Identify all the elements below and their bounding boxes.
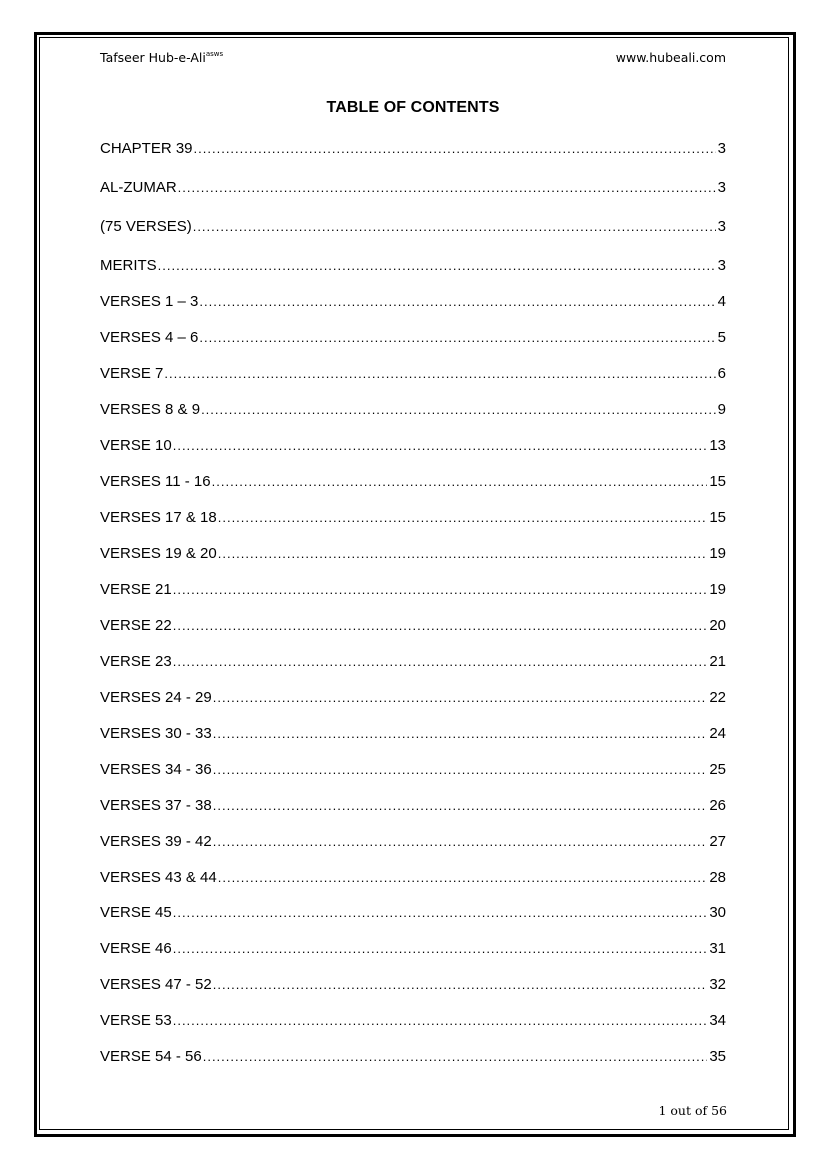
toc-entry[interactable]	[100, 903, 726, 923]
toc-entry[interactable]	[100, 1047, 726, 1067]
toc-entry-page-number: 3	[717, 257, 726, 274]
toc-entry[interactable]	[100, 436, 726, 456]
toc-dot-leader	[213, 760, 708, 780]
page-header	[100, 50, 726, 68]
toc-entry[interactable]	[100, 688, 726, 708]
toc-entry-label: VERSE 10	[100, 437, 172, 454]
toc-entry[interactable]	[100, 724, 726, 744]
toc-entry-label: AL-ZUMAR	[100, 179, 177, 196]
toc-entry[interactable]	[100, 139, 726, 159]
toc-dot-leader	[173, 616, 708, 636]
toc-entry[interactable]	[100, 328, 726, 348]
toc-dot-leader	[173, 1011, 708, 1031]
toc-entry[interactable]	[100, 400, 726, 420]
toc-entry-page-number: 26	[709, 797, 726, 814]
toc-dot-leader	[193, 217, 716, 237]
toc-title: TABLE OF CONTENTS	[326, 99, 500, 116]
toc-dot-leader	[213, 688, 708, 708]
toc-dot-leader	[173, 652, 708, 672]
toc-entry-page-number: 19	[709, 581, 726, 598]
toc-entry-label: VERSE 22	[100, 617, 172, 634]
toc-entry-page-number: 34	[709, 1012, 726, 1029]
toc-dot-leader	[194, 139, 716, 159]
toc-dot-leader	[213, 975, 708, 995]
toc-dot-leader	[173, 580, 708, 600]
toc-entry-label: VERSES 19 & 20	[100, 545, 217, 562]
toc-entry[interactable]	[100, 580, 726, 600]
toc-entry[interactable]	[100, 760, 726, 780]
toc-entry-page-number: 27	[709, 833, 726, 850]
toc-entry-label: (75 VERSES)	[100, 218, 192, 235]
toc-entry-label: VERSE 53	[100, 1012, 172, 1029]
toc-entry-label: VERSES 37 - 38	[100, 797, 212, 814]
toc-entry-page-number: 15	[709, 509, 726, 526]
toc-entry-label: VERSES 24 - 29	[100, 689, 212, 706]
toc-entry-page-number: 13	[709, 437, 726, 454]
toc-entry-page-number: 35	[709, 1048, 726, 1065]
header-book-title-text: Tafseer Hub-e-Ali	[100, 50, 206, 65]
toc-entry-label: VERSES 4 – 6	[100, 329, 199, 346]
toc-dot-leader	[173, 939, 708, 959]
toc-entry[interactable]	[100, 364, 726, 384]
toc-entry-label: VERSES 30 - 33	[100, 725, 212, 742]
toc-entry[interactable]	[100, 544, 726, 564]
toc-entry[interactable]	[100, 652, 726, 672]
toc-entry[interactable]	[100, 832, 726, 852]
toc-entry-page-number: 5	[717, 329, 726, 346]
toc-entry[interactable]	[100, 508, 726, 528]
toc-entry-label: VERSES 34 - 36	[100, 761, 212, 778]
toc-entry[interactable]	[100, 178, 726, 198]
toc-entry[interactable]	[100, 472, 726, 492]
toc-dot-leader	[201, 400, 716, 420]
toc-dot-leader	[218, 544, 708, 564]
toc-dot-leader	[218, 868, 708, 888]
toc-entry-page-number: 28	[709, 869, 726, 886]
toc-entry-page-number: 19	[709, 545, 726, 562]
toc-entry-page-number: 31	[709, 940, 726, 957]
toc-entry-page-number: 15	[709, 473, 726, 490]
toc-dot-leader	[213, 724, 708, 744]
toc-entry-page-number: 21	[709, 653, 726, 670]
toc-entry-label: VERSE 54 - 56	[100, 1048, 202, 1065]
toc-dot-leader	[164, 364, 715, 384]
toc-entry-label: VERSES 11 - 16	[100, 473, 211, 490]
toc-entry-page-number: 3	[717, 140, 726, 157]
toc-entry-label: VERSES 47 - 52	[100, 976, 212, 993]
toc-entry-page-number: 3	[717, 179, 726, 196]
toc-entry[interactable]	[100, 256, 726, 276]
page-number-footer: 1 out of 56	[658, 1103, 727, 1118]
toc-entry-page-number: 20	[709, 617, 726, 634]
toc-entry-page-number: 24	[709, 725, 726, 742]
toc-entry[interactable]	[100, 868, 726, 888]
toc-entry[interactable]	[100, 1011, 726, 1031]
toc-entry-label: VERSES 1 – 3	[100, 293, 199, 310]
toc-dot-leader	[199, 328, 715, 348]
toc-dot-leader	[218, 508, 708, 528]
toc-entry-page-number: 32	[709, 976, 726, 993]
toc-dot-leader	[213, 832, 708, 852]
toc-entry[interactable]	[100, 939, 726, 959]
toc-entry-label: VERSES 17 & 18	[100, 509, 217, 526]
header-book-title	[100, 50, 223, 65]
toc-entry-page-number: 6	[717, 365, 726, 382]
toc-entry-label: CHAPTER 39	[100, 140, 193, 157]
toc-entry-label: VERSE 45	[100, 904, 172, 921]
toc-entry-page-number: 22	[709, 689, 726, 706]
toc-entry-page-number: 4	[717, 293, 726, 310]
toc-dot-leader	[212, 472, 708, 492]
toc-dot-leader	[213, 796, 708, 816]
toc-entry-page-number: 30	[709, 904, 726, 921]
toc-entry[interactable]	[100, 292, 726, 312]
toc-entry-page-number: 3	[717, 218, 726, 235]
toc-dot-leader	[178, 178, 716, 198]
toc-entry-label: VERSE 46	[100, 940, 172, 957]
toc-entry-label: VERSE 21	[100, 581, 172, 598]
toc-entry[interactable]	[100, 217, 726, 237]
toc-dot-leader	[158, 256, 716, 276]
toc-entry-label: VERSES 43 & 44	[100, 869, 217, 886]
toc-entry[interactable]	[100, 796, 726, 816]
toc-entry-label: VERSES 8 & 9	[100, 401, 201, 418]
toc-entry[interactable]	[100, 975, 726, 995]
toc-entry-page-number: 9	[717, 401, 726, 418]
toc-entry-label: MERITS	[100, 257, 157, 274]
toc-dot-leader	[173, 903, 708, 923]
header-superscript: asws	[205, 50, 224, 58]
toc-entry-label: VERSE 23	[100, 653, 172, 670]
toc-dot-leader	[199, 292, 715, 312]
header-website: www.hubeali.com	[615, 50, 726, 65]
toc-entry-label: VERSES 39 - 42	[100, 833, 212, 850]
toc-dot-leader	[173, 436, 708, 456]
toc-dot-leader	[203, 1047, 708, 1067]
toc-entry-page-number: 25	[709, 761, 726, 778]
toc-entry-label: VERSE 7	[100, 365, 164, 382]
toc-entry[interactable]	[100, 616, 726, 636]
